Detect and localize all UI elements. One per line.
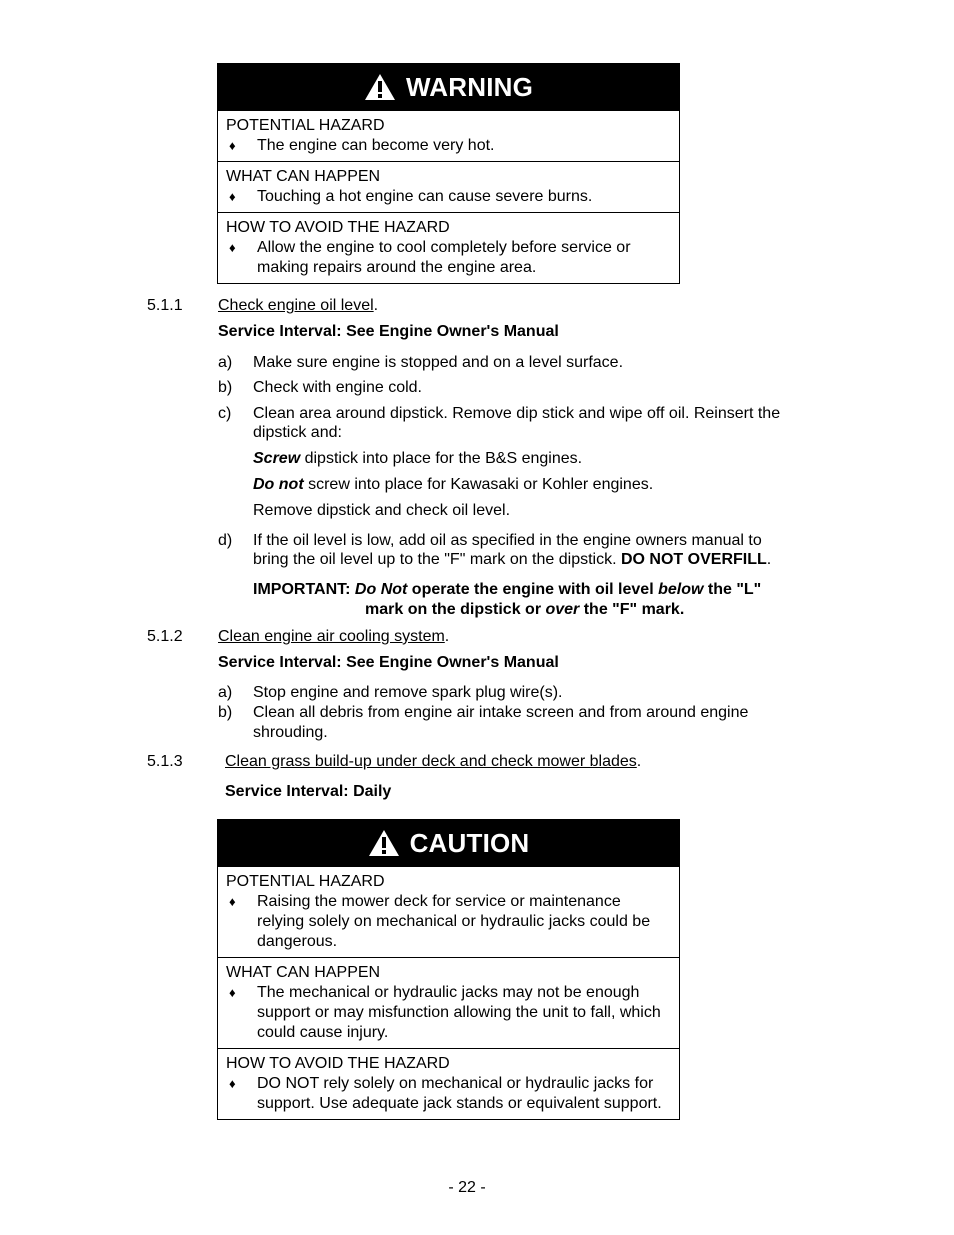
section-label: HOW TO AVOID THE HAZARD	[226, 1055, 450, 1072]
item-letter: d)	[218, 532, 233, 549]
diamond-bullet-icon: ♦	[229, 240, 236, 255]
item-letter: a)	[218, 354, 233, 371]
section-label: HOW TO AVOID THE HAZARD	[226, 219, 450, 236]
important-note: IMPORTANT: Do Not operate the engine with oil level below the "L"	[253, 581, 762, 598]
screw-note: Screw dipstick into place for the B&S engines.	[253, 450, 583, 467]
caution-potential-hazard	[218, 866, 679, 957]
important-note-cont: mark on the dipstick or over the "F" mark.	[365, 601, 685, 618]
page-number: - 22 -	[448, 1179, 486, 1196]
item-text: Clean all debris from engine air intake screen and from around engine	[253, 704, 749, 721]
warning-potential-hazard	[218, 110, 679, 161]
caution-how-to-avoid	[218, 1048, 679, 1119]
diamond-bullet-icon: ♦	[229, 894, 236, 909]
bullet-text: The engine can become very hot.	[257, 137, 495, 154]
warning-what-can-happen	[218, 161, 679, 212]
bullet-text: Touching a hot engine can cause severe burns.	[257, 188, 593, 205]
item-text: shrouding.	[253, 724, 328, 741]
item-letter: c)	[218, 405, 232, 422]
section-title: Clean engine air cooling system.	[218, 628, 450, 645]
bullet-text: Raising the mower deck for service or maintenance relying solely on mechanical or hydraulic jacks could be dangerous.	[257, 893, 651, 950]
warning-triangle-icon	[368, 829, 400, 857]
section-label: WHAT CAN HAPPEN	[226, 964, 381, 981]
diamond-bullet-icon: ♦	[229, 1076, 236, 1091]
section-number: 5.1.3	[147, 753, 183, 770]
item-letter: b)	[218, 379, 233, 396]
service-interval: Service Interval: See Engine Owner's Manual	[218, 323, 559, 340]
section-number: 5.1.2	[147, 628, 183, 645]
item-letter: b)	[218, 704, 233, 721]
warning-how-to-avoid	[218, 212, 679, 283]
caution-box	[217, 819, 680, 1120]
section-title-text: Clean engine air cooling system	[218, 628, 445, 645]
remove-note: Remove dipstick and check oil level.	[253, 502, 511, 519]
item-text: Check with engine cold.	[253, 379, 422, 396]
caution-title: CAUTION	[409, 827, 530, 858]
caution-what-can-happen	[218, 957, 679, 1048]
bullet-text: Allow the engine to cool completely before service or making repairs around the engine area.	[257, 239, 631, 276]
warning-triangle-icon	[364, 73, 396, 101]
bullet-text: DO NOT rely solely on mechanical or hydraulic jacks for support. Use adequate jack stands or equivalent support.	[257, 1075, 662, 1112]
section-label: POTENTIAL HAZARD	[226, 873, 385, 890]
bullet-text: The mechanical or hydraulic jacks may not be enough support or may misfunction allowing the unit to fall, which could cause injury.	[257, 984, 661, 1041]
section-title: Check engine oil level.	[218, 297, 379, 314]
warning-box	[217, 63, 680, 284]
item-text: Clean area around dipstick. Remove dip stick and wipe off oil. Reinsert the	[253, 405, 781, 422]
section-title: Clean grass build-up under deck and check mower blades.	[225, 753, 642, 770]
section-title-text: Clean grass build-up under deck and check mower blades	[225, 753, 637, 770]
section-title-text: Check engine oil level	[218, 297, 374, 314]
warning-header	[218, 64, 679, 110]
section-number: 5.1.1	[147, 297, 183, 314]
diamond-bullet-icon: ♦	[229, 985, 236, 1000]
service-interval: Service Interval: Daily	[225, 783, 392, 800]
diamond-bullet-icon: ♦	[229, 189, 236, 204]
item-text: dipstick and:	[253, 424, 342, 441]
section-label: POTENTIAL HAZARD	[226, 117, 385, 134]
item-text: If the oil level is low, add oil as specified in the engine owners manual to	[253, 532, 762, 549]
item-letter: a)	[218, 684, 233, 701]
item-text: Make sure engine is stopped and on a level surface.	[253, 354, 624, 371]
warning-title: WARNING	[405, 71, 534, 102]
donot-note: Do not screw into place for Kawasaki or Kohler engines.	[253, 476, 654, 493]
caution-header	[218, 820, 679, 866]
section-label: WHAT CAN HAPPEN	[226, 168, 381, 185]
item-text: bring the oil level up to the "F" mark on the dipstick. DO NOT OVERFILL.	[253, 551, 772, 568]
item-text: Stop engine and remove spark plug wire(s).	[253, 684, 563, 701]
diamond-bullet-icon: ♦	[229, 138, 236, 153]
service-interval: Service Interval: See Engine Owner's Manual	[218, 654, 559, 671]
